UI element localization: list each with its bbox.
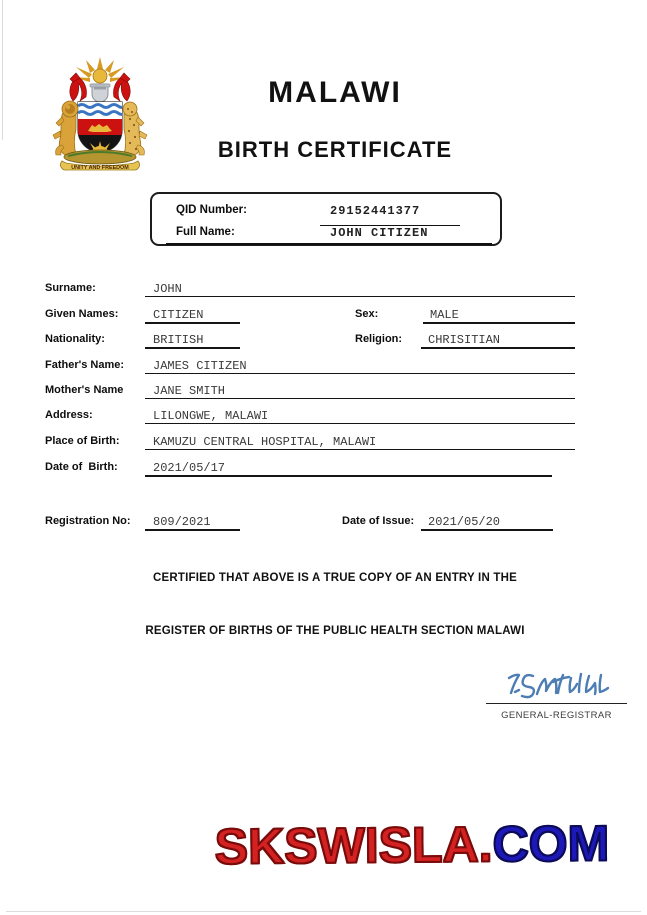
religion-label: Religion: [355,333,403,345]
father-name-underline [145,373,575,374]
father-name-value: JAMES CITIZEN [153,359,247,373]
full-name-value: JOHN CITIZEN [330,226,429,240]
registration-no-label: Registration No: [45,515,131,527]
date-of-issue-underline [421,529,553,531]
watermark-text-red: SKSWISLA. [214,816,493,875]
watermark [177,814,647,876]
date-of-birth-value: 2021/05/17 [153,461,226,475]
nationality-value: BRITISH [153,333,204,347]
signature-line [486,703,627,704]
address-value: LILONGWE, MALAWI [153,409,269,423]
scan-artifact-bottom [6,911,641,912]
motto-text: UNITY AND FREEDOM [71,165,129,171]
place-of-birth-underline [145,449,575,450]
qid-number-label: QID Number: [176,204,247,216]
certification-line-2: REGISTER OF BIRTHS OF THE PUBLIC HEALTH SECTION MALAWI [145,625,525,637]
date-of-birth-underline [145,475,552,477]
nationality-label: Nationality: [45,333,105,345]
date-of-birth-label: Date of Birth: [45,461,118,473]
watermark-text-blue: COM [492,815,610,873]
certification-line-1: CERTIFIED THAT ABOVE IS A TRUE COPY OF AN ENTRY IN THE [153,572,517,584]
sex-value: MALE [430,308,459,322]
sex-underline [423,322,575,324]
mother-name-label: Mother's Name [45,384,124,396]
registrar-title: GENERAL-REGISTRAR [501,710,612,721]
scan-artifact-left [2,0,3,140]
father-name-label: Father's Name: [45,359,125,371]
full-name-underline [166,243,492,245]
surname-underline [145,296,575,297]
religion-value: CHRISITIAN [428,333,501,347]
nationality-underline [145,347,240,349]
given-names-label: Given Names: [45,308,119,320]
registration-no-value: 809/2021 [153,515,211,529]
registration-no-underline [145,529,240,531]
date-of-issue-value: 2021/05/20 [428,515,501,529]
qid-number-value: 29152441377 [330,204,421,218]
document-title: BIRTH CERTIFICATE [217,137,453,162]
qid-box [150,192,502,246]
surname-label: Surname: [45,282,96,294]
mother-name-value: JANE SMITH [153,384,226,398]
full-name-label: Full Name: [176,226,235,238]
address-underline [145,423,575,424]
religion-underline [421,347,575,349]
mother-name-underline [145,398,575,399]
surname-value: JOHN [153,282,182,296]
registrar-signature-icon [503,666,615,704]
country-title: MALAWI [268,76,402,109]
sex-label: Sex: [355,308,379,320]
date-of-issue-label: Date of Issue: [342,515,415,527]
place-of-birth-label: Place of Birth: [45,435,120,447]
given-names-value: CITIZEN [153,308,204,322]
place-of-birth-value: KAMUZU CENTRAL HOSPITAL, MALAWI [153,435,377,449]
address-label: Address: [45,409,93,421]
given-names-underline [145,322,240,324]
